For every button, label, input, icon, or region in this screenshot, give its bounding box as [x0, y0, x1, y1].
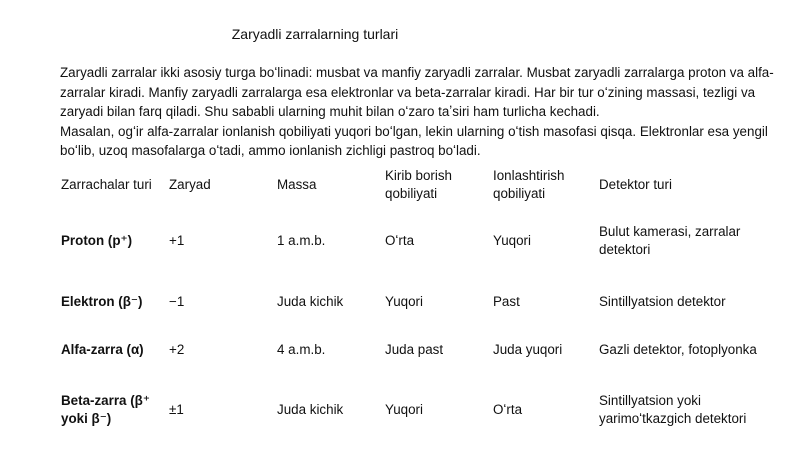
cell-detector: Bulut kamerasi, zarralar detektori: [599, 224, 741, 257]
table-row: [55, 372, 765, 448]
header-ionization: Ionlashtirish qobiliyati: [493, 168, 565, 201]
cell-penetration: Oʻrta: [385, 233, 415, 248]
header-charge: Zaryad: [169, 177, 211, 192]
cell-detector: Sintillyatsion yoki yarimoʻtkazgich detektori: [599, 393, 747, 426]
cell-particle-type: Alfa-zarra (α): [61, 342, 144, 357]
cell-penetration: Yuqori: [385, 402, 423, 417]
cell-detector: Sintillyatsion detektor: [599, 294, 726, 309]
header-detector: Detektor turi: [599, 177, 672, 192]
table-row: [55, 276, 765, 328]
cell-particle-type: Elektron (β⁻): [61, 294, 143, 309]
cell-charge: −1: [169, 294, 185, 309]
paragraph-2: Masalan, ogʻir alfa-zarralar ionlanish qobiliyati yuqori boʻlgan, lekin ularning oʻtish masofasi qisqa. Elektronlar esa yengil boʻlib, uzoq masofalarga oʻtadi, ammo ionlanish zichligi pastroq boʻladi.: [60, 123, 768, 158]
cell-ionization: Oʻrta: [493, 402, 523, 417]
cell-particle-type: Beta-zarra (β⁺ yoki β⁻): [61, 393, 150, 426]
table-header-row: [55, 164, 765, 206]
cell-ionization: Past: [493, 294, 520, 309]
cell-penetration: Yuqori: [385, 294, 423, 309]
cell-mass: Juda kichik: [277, 294, 344, 309]
header-penetration: Kirib borish qobiliyati: [385, 168, 452, 201]
cell-penetration: Juda past: [385, 342, 444, 357]
header-particle-type: Zarrachalar turi: [61, 177, 152, 192]
cell-mass: Juda kichik: [277, 402, 344, 417]
cell-ionization: Yuqori: [493, 233, 531, 248]
cell-ionization: Juda yuqori: [493, 342, 563, 357]
cell-mass: 4 a.m.b.: [277, 342, 326, 357]
cell-particle-type: Proton (p⁺): [61, 233, 133, 248]
cell-mass: 1 a.m.b.: [277, 233, 326, 248]
header-mass: Massa: [277, 177, 317, 192]
paragraph-1: Zaryadli zarralar ikki asosiy turga boʻlinadi: musbat va manfiy zaryadli zarralar. Musbat zaryadli zarralarga proton va alfa-zarralar kiradi. Manfiy zaryadli zarralarga esa elektronlar va beta-zarralar kiradi. Har bir tur oʻzining massasi, tezligi va zaryadi bilan farq qiladi. Shu sababli ularning muhit bilan oʻzaro taʼsiri ham turlicha kechadi.: [60, 65, 774, 119]
cell-charge: ±1: [169, 402, 184, 417]
particles-table: [55, 164, 765, 448]
intro-text: [60, 63, 780, 161]
table-row: [55, 328, 765, 372]
cell-charge: +2: [169, 342, 185, 357]
page-title: Zaryadli zarralarning turlari: [231, 26, 399, 42]
cell-charge: +1: [169, 233, 185, 248]
cell-detector: Gazli detektor, fotoplyonka: [599, 342, 757, 357]
table-row: [55, 206, 765, 276]
